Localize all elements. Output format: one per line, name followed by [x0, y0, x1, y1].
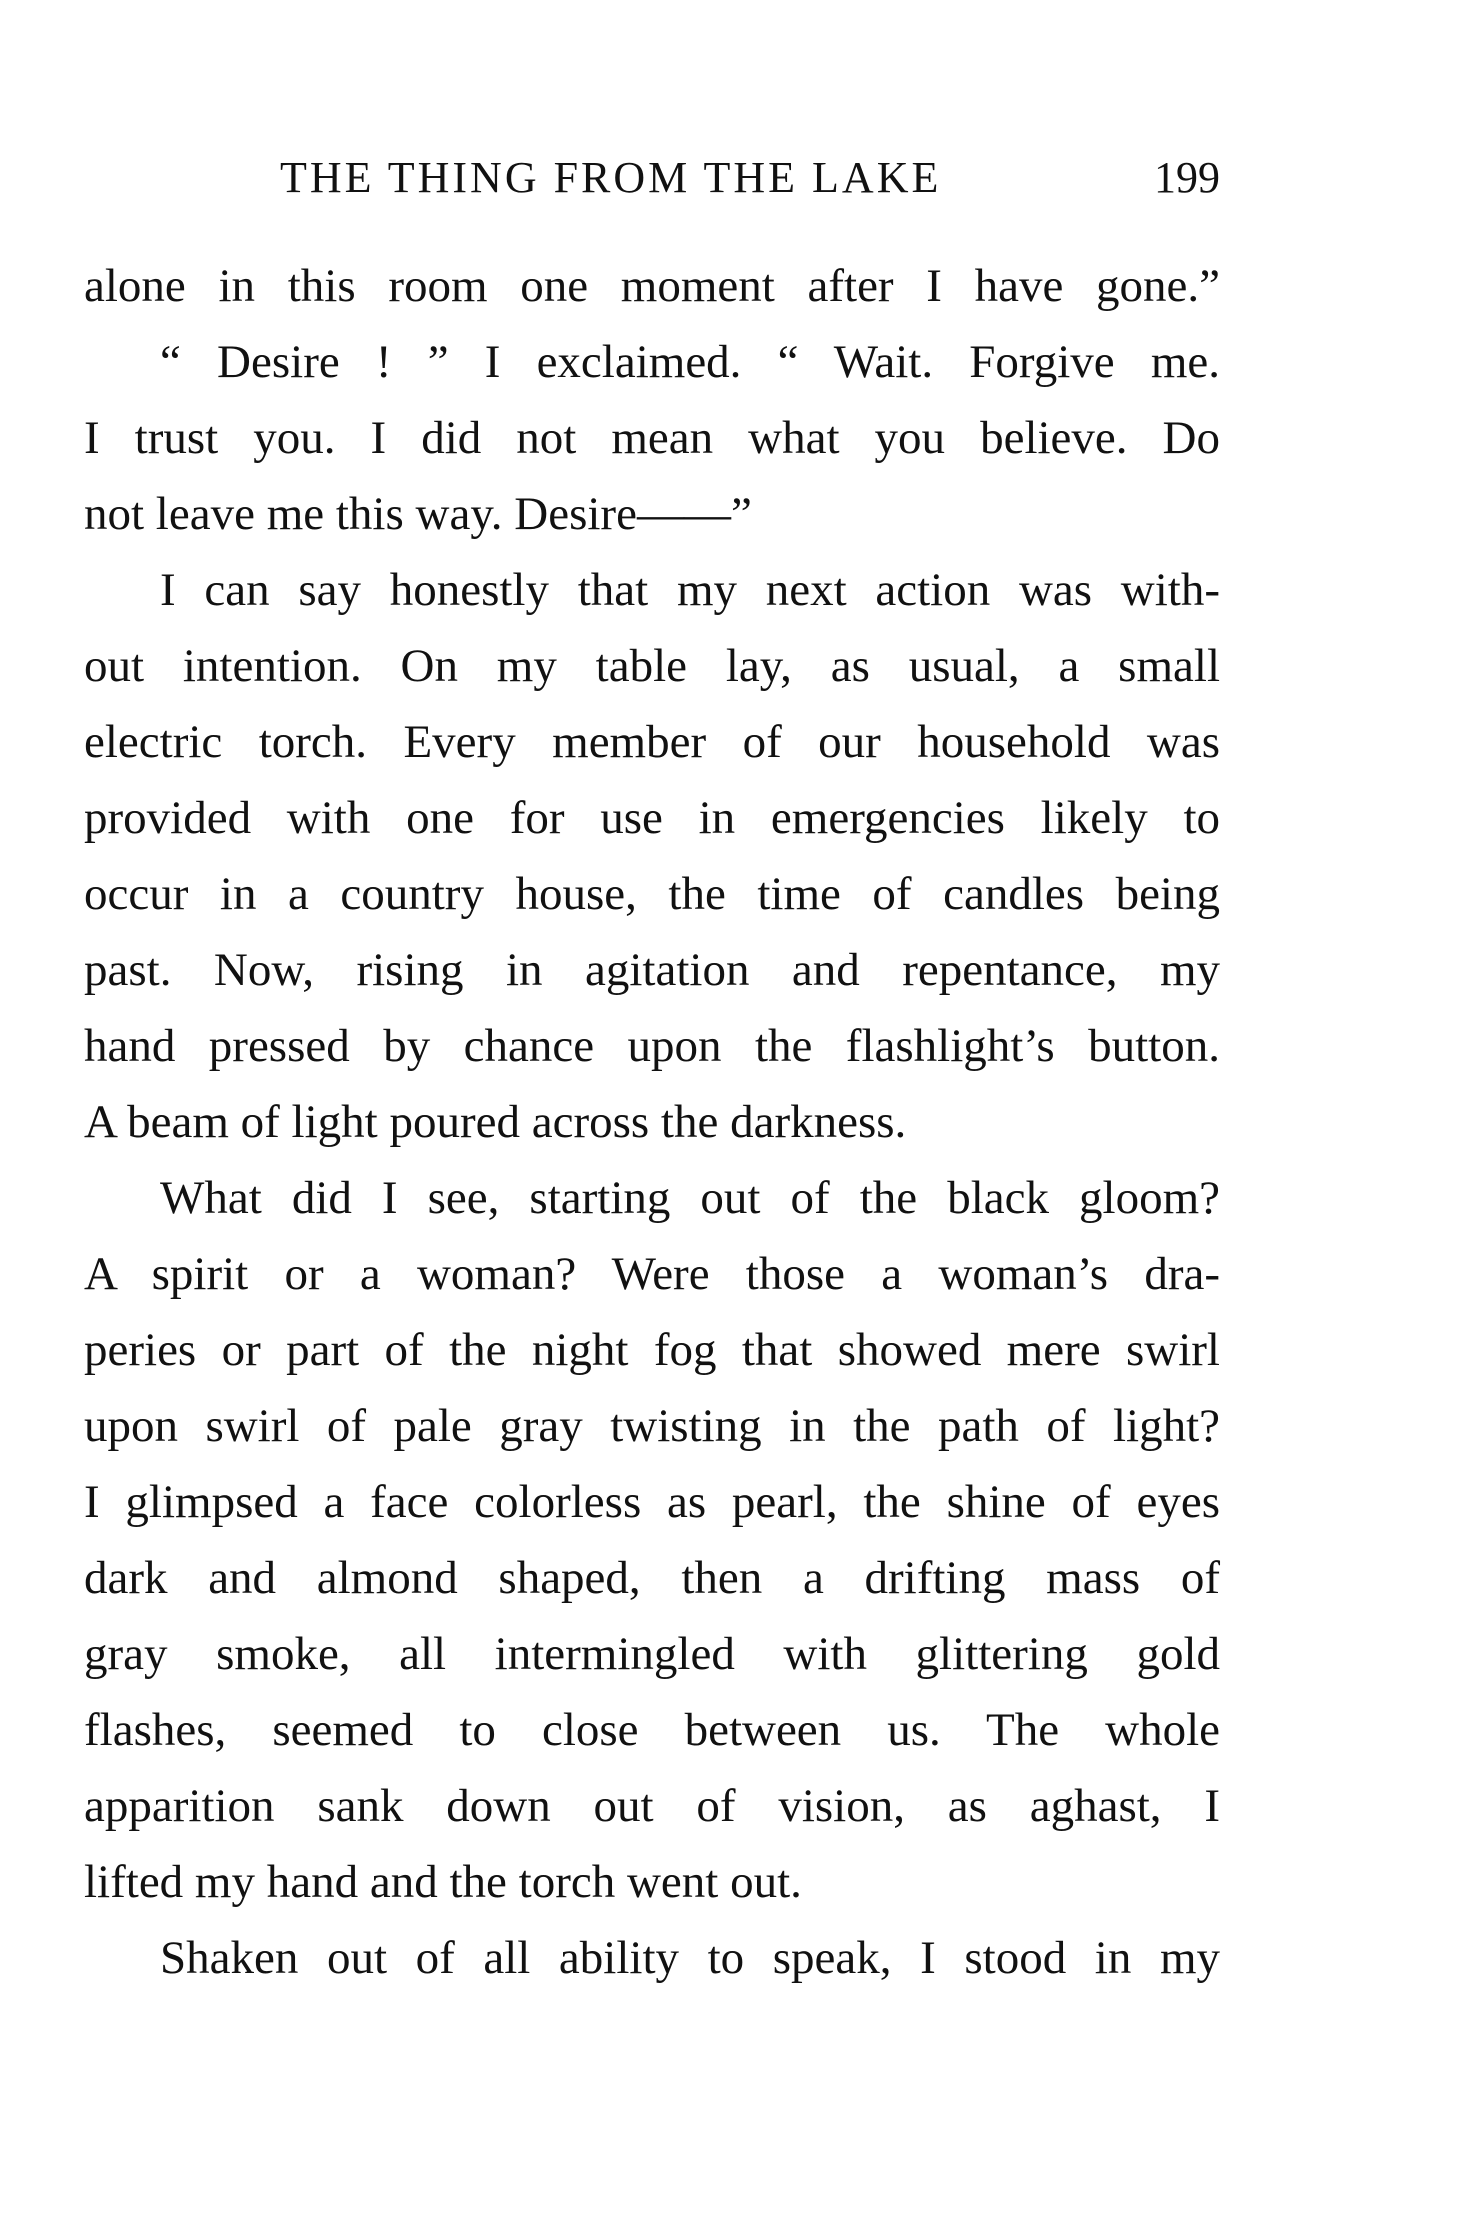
- text-line: peries or part of the night fog that showed mere swirl: [84, 1324, 1220, 1376]
- page-header: [84, 148, 1220, 208]
- text-line: dark and almond shaped, then a drifting mass of: [84, 1552, 1220, 1604]
- text-line: lifted my hand and the torch went out.: [84, 1856, 802, 1908]
- text-line: hand pressed by chance upon the flashlight’s button.: [84, 1020, 1220, 1072]
- text-line: flashes, seemed to close between us. The whole: [84, 1704, 1220, 1756]
- text-line: What did I see, starting out of the black gloom?: [160, 1172, 1220, 1224]
- page-number: 199: [1154, 153, 1220, 202]
- text-line: occur in a country house, the time of candles being: [84, 868, 1220, 920]
- text-line: A beam of light poured across the darkness.: [84, 1096, 907, 1148]
- text-line: “ Desire ! ” I exclaimed. “ Wait. Forgive me.: [160, 336, 1220, 388]
- body-text: [84, 248, 1220, 1996]
- text-line: I glimpsed a face colorless as pearl, the shine of eyes: [84, 1476, 1220, 1528]
- text-line: past. Now, rising in agitation and repentance, my: [84, 944, 1220, 996]
- text-line: electric torch. Every member of our household was: [84, 716, 1220, 768]
- text-line: alone in this room one moment after I have gone.”: [84, 260, 1220, 312]
- text-line: provided with one for use in emergencies likely to: [84, 792, 1220, 844]
- text-line: gray smoke, all intermingled with glittering gold: [84, 1628, 1220, 1680]
- text-line: A spirit or a woman? Were those a woman’s dra-: [84, 1248, 1220, 1300]
- text-line: not leave me this way. Desire——”: [84, 488, 752, 540]
- running-title: THE THING FROM THE LAKE: [280, 153, 942, 202]
- text-line: apparition sank down out of vision, as aghast, I: [84, 1780, 1220, 1832]
- text-line: Shaken out of all ability to speak, I stood in my: [160, 1932, 1220, 1984]
- text-line: I trust you. I did not mean what you believe. Do: [84, 412, 1220, 464]
- text-line: out intention. On my table lay, as usual, a small: [84, 640, 1220, 692]
- text-line: upon swirl of pale gray twisting in the path of light?: [84, 1400, 1220, 1452]
- text-line: I can say honestly that my next action was with-: [160, 564, 1220, 616]
